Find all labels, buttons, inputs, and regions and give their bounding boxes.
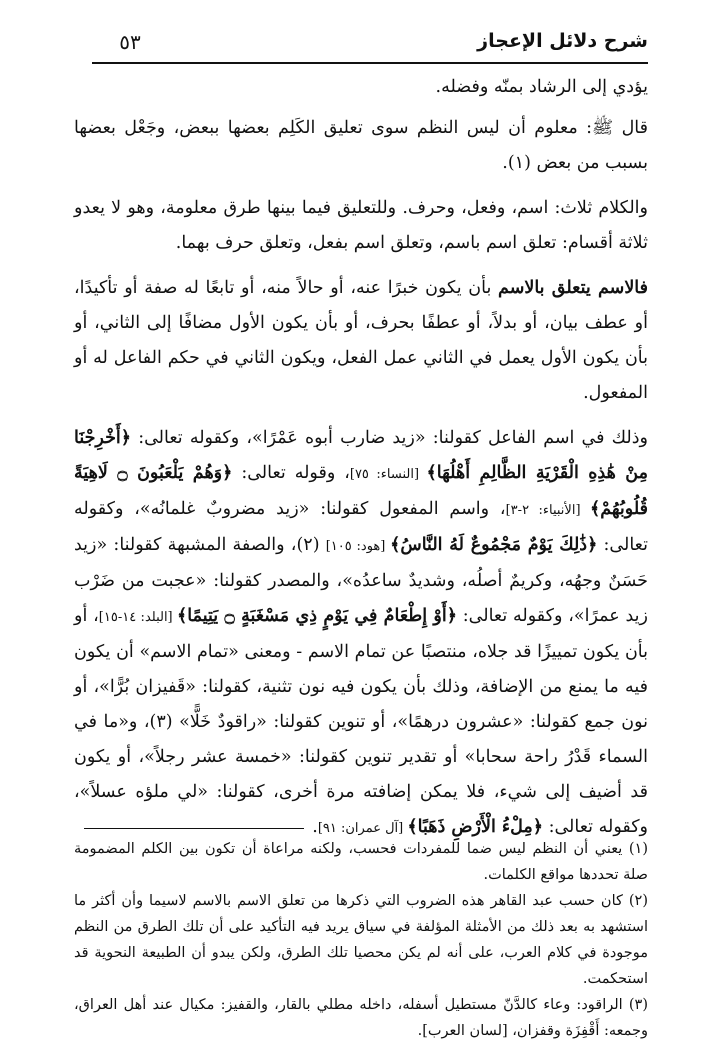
- footnote-1: (١) يعني أن النظم ليس ضما للمفردات فحسب، ولكنه مراعاة أن تكون بين الكلم المضمومة صلة تحددها مواقع الكلمات.: [74, 841, 648, 883]
- p5-text-4: (٢)، والصفة المشبهة كقولنا: «زيد حَسَنٌ وجهُه، وكريمٌ أصلُه، وشديدٌ ساعدُه»، والمصدر كقولنا: «عجبت من ضَرْب زيد عمرًا»، وكقوله تعالى:: [74, 535, 648, 626]
- p5-text-5: ، أو بأن يكون تمييزًا قد جلاه، منتصبًا عن تمام الاسم - ومعنى «تمام الاسم» أن يكون فيه ما يمنع من الإضافة، وذلك بأن يكون فيه نون تثنية، كقولنا: «قَفيزان بُرًّا»، أو نون جمع كقولنا: «عشرون درهمًا»، أو تنوين كقولنا: «راقودٌ خَلًّا» (٣)، و«ما في السماء قَدْرُ راحة سحابا» أو تقدير تنوين كقولنا: «خمسة عشر رجلاً»، أو يكون قد أضيف إلى شيء، فلا يمكن إضافته مرة أخرى، كقولنا: «لي ملؤه عسلاً»، وكقوله تعالى:: [74, 606, 648, 837]
- p5-text-2: ، وقوله تعالى:: [232, 463, 350, 483]
- paragraph-2: قال ﷺ: معلوم أن ليس النظم سوى تعليق الكَلِم بعضها ببعض، وجَعْل بعضها بسبب من بعض (١).: [74, 118, 648, 173]
- verse-ref-2: [الأنبياء: ٢-٣]: [505, 503, 590, 518]
- main-text: [74, 70, 648, 856]
- paragraph-4: [74, 271, 648, 411]
- footnotes: [74, 836, 648, 1044]
- quran-verse-5: ﴿مِلْءُ الْأَرْضِ ذَهَبًا﴾: [407, 817, 544, 837]
- verse-ref-1: [النساء: ٧٥]: [349, 467, 427, 482]
- verse-ref-3: [هود: ١٠٥]: [325, 539, 391, 554]
- quran-verse-3: ﴿ذَٰلِكَ يَوْمٌ مَجْمُوعٌ لَهُ النَّاسُ﴾: [390, 535, 598, 555]
- page-number: ٥٣: [119, 30, 141, 54]
- paragraph-4-lead: فالاسم يتعلق بالاسم: [498, 278, 648, 298]
- paragraph-3: والكلام ثلاث: اسم، وفعل، وحرف. وللتعليق فيما بينها طرق معلومة، وهو لا يعدو ثلاثة أقسام: تعلق اسم باسم، وتعلق اسم بفعل، وتعلق حرف بهما.: [74, 198, 648, 253]
- running-title: شرح دلائل الإعجاز: [477, 30, 648, 52]
- quran-verse-1: ﴿أَخْرِجْنَا مِنْ هَٰذِهِ الْقَرْيَةِ الظَّالِمِ أَهْلُهَا﴾: [74, 428, 648, 483]
- paragraph-1: يؤدي إلى الرشاد بمنّه وفضله.: [435, 77, 648, 97]
- footnote-divider: [84, 828, 304, 829]
- verse-ref-4: [البلد: ١٤-١٥]: [98, 610, 178, 625]
- footnote-3: (٣) الراقود: وعاء كالدَّنّ مستطيل أسفله، داخله مطلي بالقار، والقفيز: مكيال عند أهل العراق، وجمعه: أَقْفِزَة وقفزان، [لسان العرب].: [74, 997, 648, 1039]
- paragraph-4-text: بأن يكون خبرًا عنه، أو حالاً منه، أو تابعًا له صفة أو تأكيدًا، أو عطف بيان، أو بدلاً، أو عطفًا بحرف، أو بأن يكون الأول مضافًا إلى الثاني، أو بأن يكون الأول يعمل في الثاني عمل الفعل، ويكون الثاني في حكم الفاعل له أو المفعول.: [74, 278, 648, 403]
- footnote-2: (٢) كان حسب عبد القاهر هذه الضروب التي ذكرها من تعلق الاسم بالاسم لاسيما وأن أكثر ما استشهد به بعد ذلك من الأمثلة المؤلفة في سياق يريد فيه التأكيد على أن تلك الطرق من النظم موجودة في كلام العرب، على أنه لم يكن محصيا تلك الطرق، ولكن يبدو أن الطبيعة النحوية قد استحكمت.: [74, 893, 648, 987]
- p5-text-6: .: [312, 817, 318, 837]
- quran-verse-4: ﴿أَوْ إِطْعَامٌ فِي يَوْمٍ ذِي مَسْغَبَةٍ ۝ يَتِيمًا﴾: [177, 606, 457, 626]
- p5-text-1: وذلك في اسم الفاعل كقولنا: «زيد ضارب أبوه عَمْرًا»، وكقوله تعالى:: [131, 428, 648, 448]
- paragraph-5: [74, 421, 648, 846]
- verse-ref-5: [آل عمران: ٩١]: [317, 821, 408, 836]
- quran-verse-2: ﴿وَهُمْ يَلْعَبُونَ ۝ لَاهِيَةً قُلُوبُهُمْ﴾: [74, 463, 649, 519]
- p5-text-3: ، واسم المفعول كقولنا: «زيد مضروبٌ غلمانُه»، وكقوله تعالى:: [74, 499, 648, 555]
